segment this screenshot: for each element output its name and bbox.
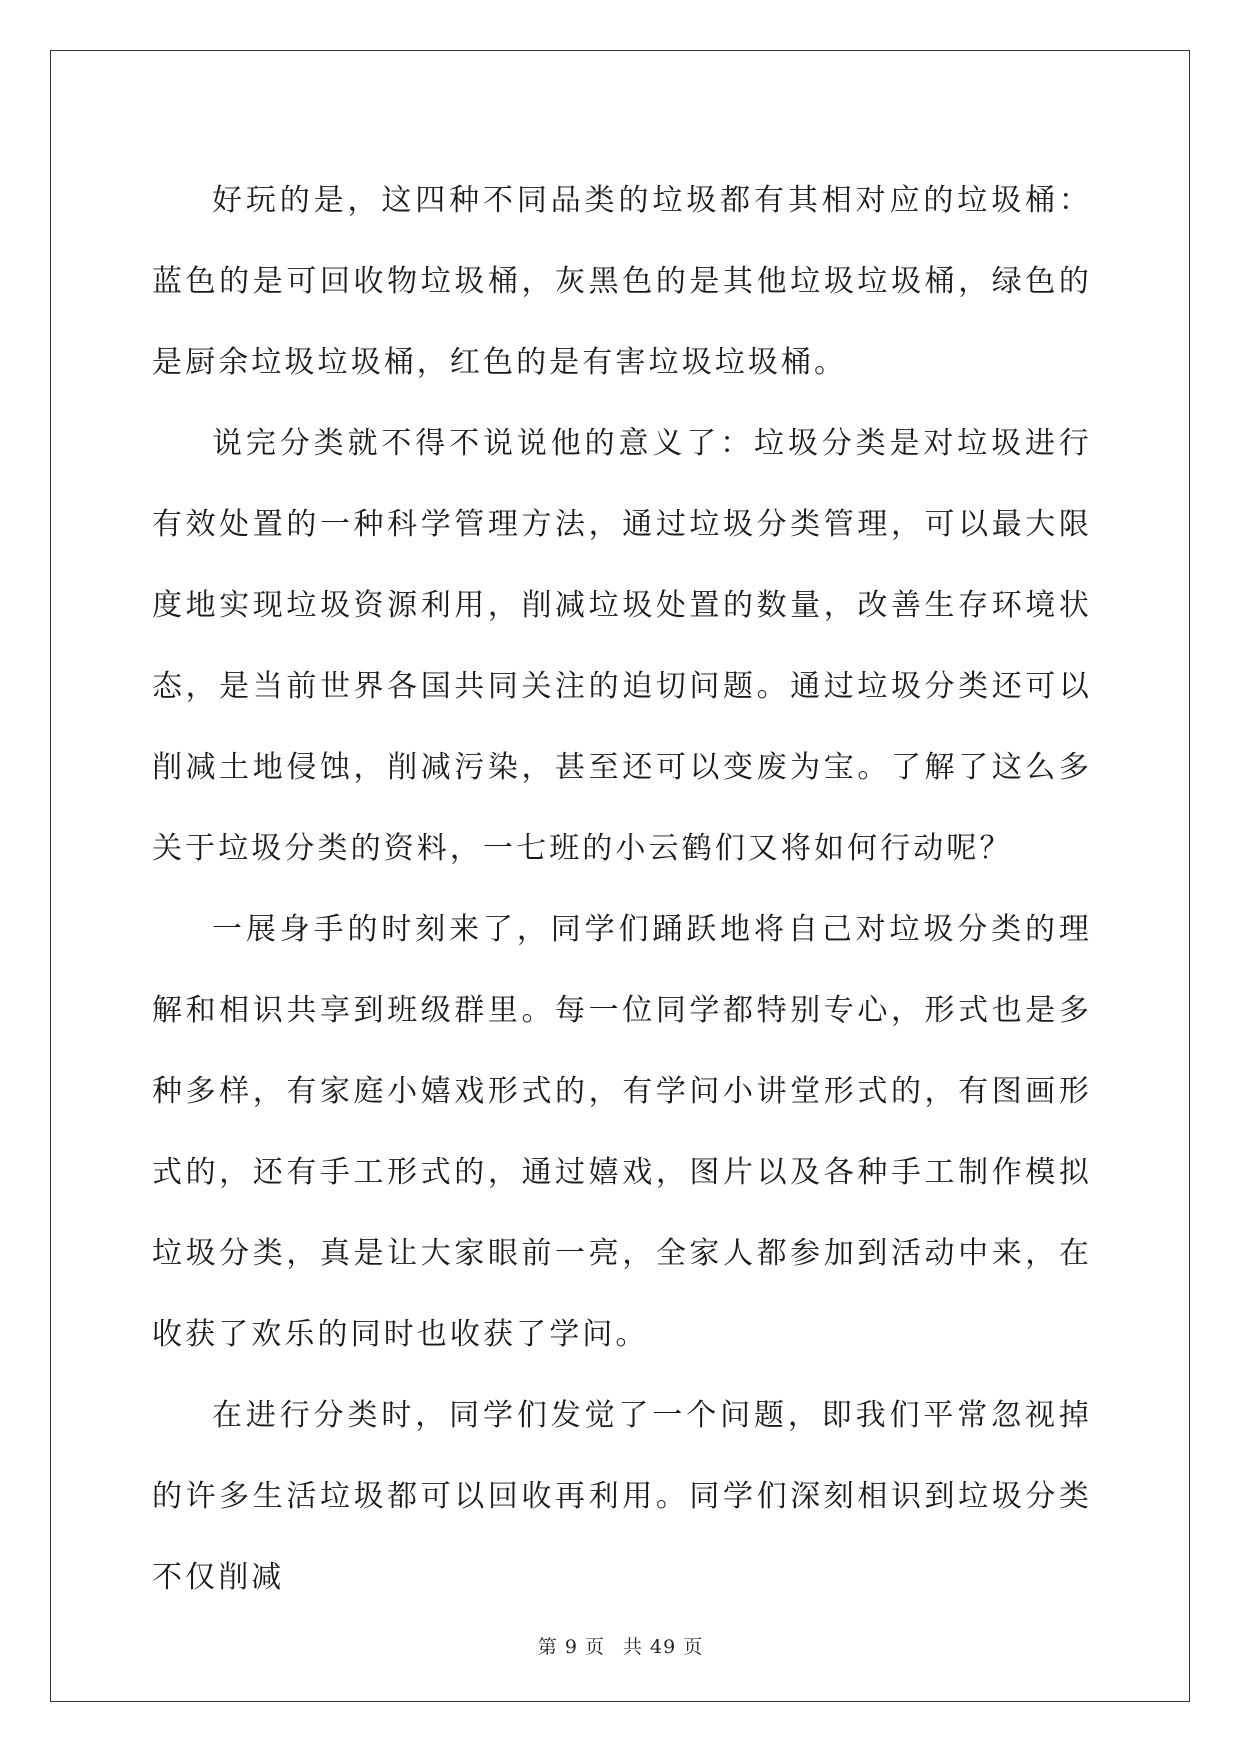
document-body	[152, 160, 1092, 1618]
paragraph-3: 一展身手的时刻来了，同学们踊跃地将自己对垃圾分类的理解和相识共享到班级群里。每一位同学都特别专心，形式也是多种多样，有家庭小嬉戏形式的，有学问小讲堂形式的，有图画形式的，还有手工形式的，通过嬉戏，图片以及各种手工制作模拟垃圾分类，真是让大家眼前一亮，全家人都参加到活动中来，在收获了欢乐的同时也收获了学问。	[152, 912, 1092, 1352]
paragraph-4: 在进行分类时，同学们发觉了一个问题，即我们平常忽视掉的许多生活垃圾都可以回收再利用。同学们深刻相识到垃圾分类不仅削减	[152, 1398, 1092, 1595]
paragraph-2: 说完分类就不得不说说他的意义了：垃圾分类是对垃圾进行有效处置的一种科学管理方法，通过垃圾分类管理，可以最大限度地实现垃圾资源利用，削减垃圾处置的数量，改善生存环境状态，是当前世界各国共同关注的迫切问题。通过垃圾分类还可以削减土地侵蚀，削减污染，甚至还可以变废为宝。了解了这么多关于垃圾分类的资料，一七班的小云鹤们又将如何行动呢？	[152, 426, 1092, 866]
page-footer	[0, 1632, 1241, 1659]
page-total: 共 49 页	[622, 1636, 704, 1658]
page-number: 第 9 页	[537, 1636, 605, 1658]
paragraph-1: 好玩的是，这四种不同品类的垃圾都有其相对应的垃圾桶：蓝色的是可回收物垃圾桶，灰黑色的是其他垃圾垃圾桶，绿色的是厨余垃圾垃圾桶，红色的是有害垃圾垃圾桶。	[152, 183, 1092, 380]
